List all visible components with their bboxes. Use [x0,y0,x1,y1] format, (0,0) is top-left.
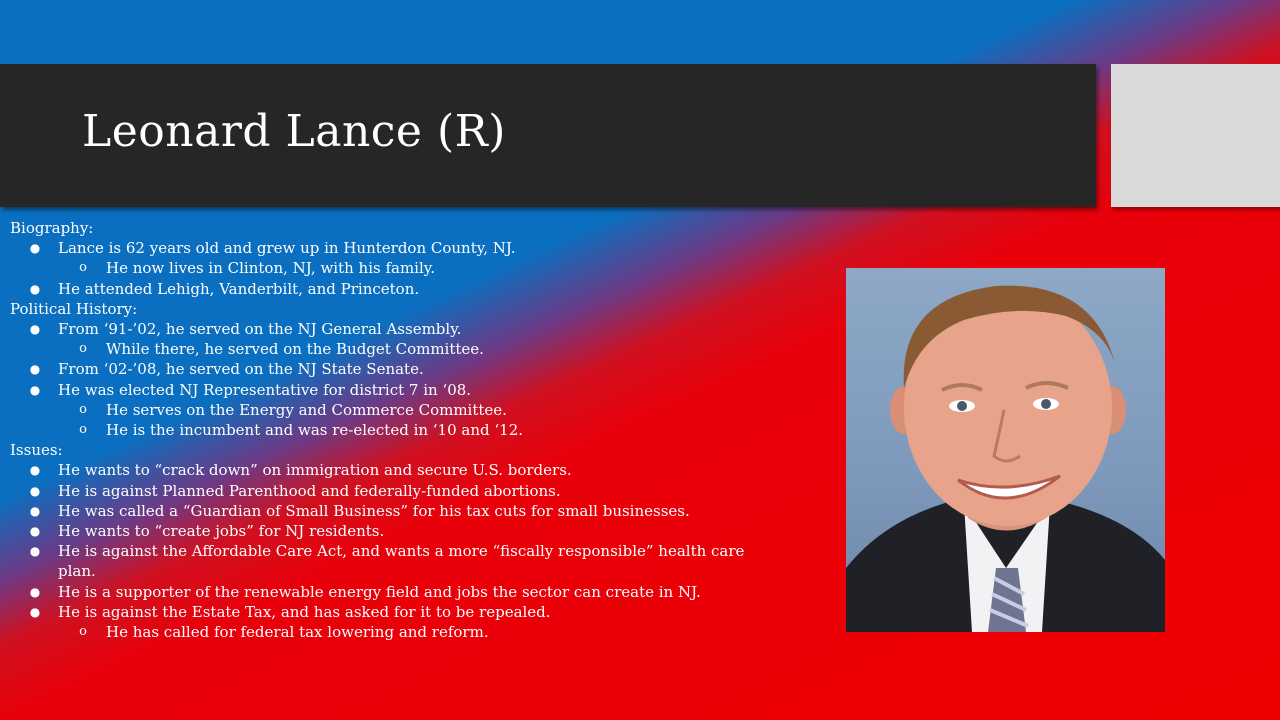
list-item: o He has called for federal tax lowering and reform. [10,622,750,642]
list-item: o He now lives in Clinton, NJ, with his family. [10,258,750,278]
list-item: ● He wants to “create jobs” for NJ residents. [29,522,385,541]
list-item: ● Lance is 62 years old and grew up in Hunterdon County, NJ. [29,239,516,258]
section-heading: Issues: [10,441,63,460]
list-item: ● From ‘91-’02, he served on the NJ General Assembly. [29,320,462,339]
bullet-icon: ● [29,483,41,498]
list-item: o While there, he served on the Budget Committee. [10,339,750,359]
section-heading: Political History: [10,299,138,318]
list-item: o He is the incumbent and was re-elected in ‘10 and ‘12. [10,420,750,440]
sub-bullet-icon: o [79,422,87,438]
bullet-icon: ● [29,322,41,337]
bullet-icon: ● [29,584,41,599]
sub-bullet-icon: o [79,401,87,417]
list-item: ● He is against the Affordable Care Act, and wants a more “fiscally responsible” health care plan. [29,542,745,581]
list-item: ● He was called a “Guardian of Small Business” for his tax cuts for small businesses. [29,501,690,520]
bullet-icon: ● [29,503,41,518]
list-item: ● From ‘02-’08, he served on the NJ State Senate. [29,360,424,379]
content-body [10,218,750,642]
portrait-illustration [846,268,1165,632]
bullet-icon: ● [29,281,41,296]
bullet-icon: ● [29,463,41,478]
sub-bullet-icon: o [79,624,87,640]
list-item: ● He is against Planned Parenthood and federally-funded abortions. [29,481,561,500]
bullet-icon: ● [29,544,41,559]
section-heading: Biography: [10,219,94,237]
accent-box [1111,64,1280,207]
sub-bullet-icon: o [79,341,87,357]
slide-title: Leonard Lance (R) [82,106,506,157]
bullet-icon: ● [29,604,41,619]
list-item: ● He was elected NJ Representative for district 7 in ‘08. [29,380,472,399]
bullet-icon: ● [29,382,41,397]
section-issues [10,440,750,642]
bullet-icon: ● [29,362,41,377]
list-item: ● He wants to “crack down” on immigration and secure U.S. borders. [29,461,572,480]
list-item: ● He is against the Estate Tax, and has asked for it to be repealed. [29,602,551,621]
sub-bullet-icon: o [79,260,87,276]
list-item: o He serves on the Energy and Commerce Committee. [10,400,750,420]
bullet-icon: ● [29,241,41,256]
portrait-photo [846,268,1165,632]
bullet-icon: ● [29,524,41,539]
list-item: ● He is a supporter of the renewable energy field and jobs the sector can create in NJ. [29,582,701,601]
section-political-history [10,299,750,440]
section-biography [10,218,750,299]
list-item: ● He attended Lehigh, Vanderbilt, and Princeton. [29,279,420,298]
